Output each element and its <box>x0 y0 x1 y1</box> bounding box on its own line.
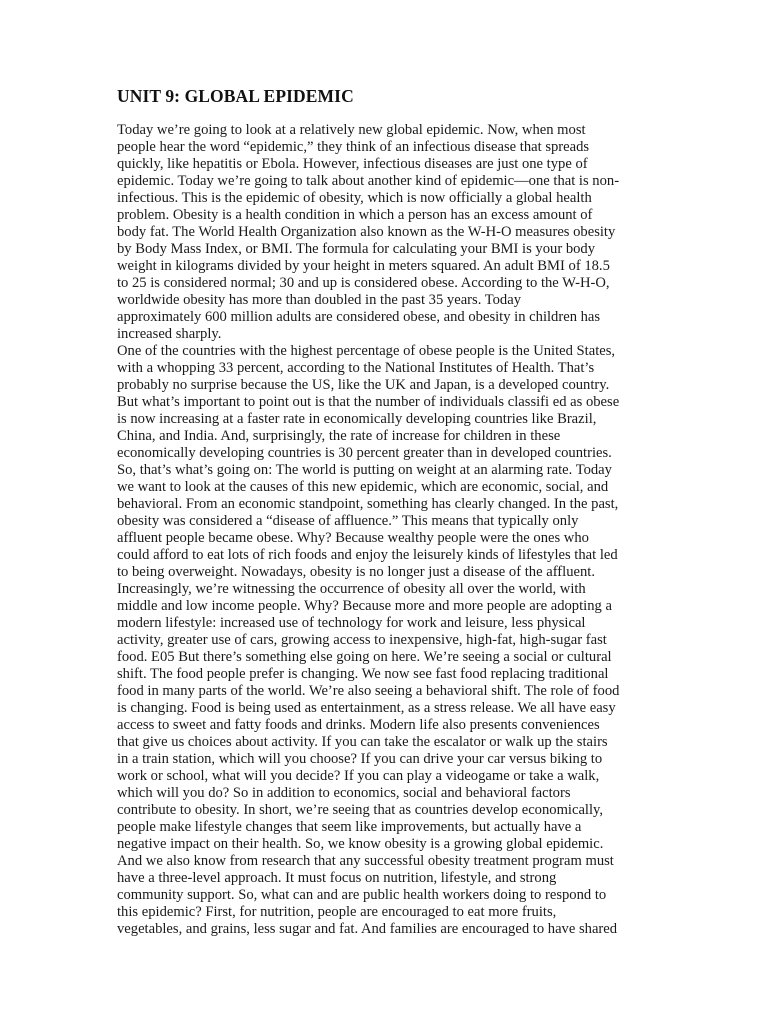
text-line: weight in kilograms divided by your height in meters squared. An adult BMI of 18.5 <box>117 258 610 274</box>
text-line: One of the countries with the highest percentage of obese people is the United States, <box>117 343 616 359</box>
text-line: affluent people became obese. Why? Because wealthy people were the ones who <box>117 530 589 546</box>
text-line: activity, greater use of cars, growing access to inexpensive, high-fat, high-sugar fast <box>117 632 607 648</box>
text-line: So, that’s what’s going on: The world is putting on weight at an alarming rate. Today <box>117 462 612 478</box>
text-line: And we also know from research that any successful obesity treatment program must <box>117 853 614 869</box>
text-line: probably no surprise because the US, like the UK and Japan, is a developed country. <box>117 377 610 393</box>
text-line: body fat. The World Health Organization also known as the W-H-O measures obesity <box>117 224 616 240</box>
text-line: we want to look at the causes of this new epidemic, which are economic, social, and <box>117 479 609 495</box>
text-line: vegetables, and grains, less sugar and fat. And families are encouraged to have shared <box>117 921 618 937</box>
text-line: But what’s important to point out is that the number of individuals classifi ed as obese <box>117 394 620 410</box>
text-line: people hear the word “epidemic,” they think of an infectious disease that spreads <box>117 139 590 155</box>
text-line: contribute to obesity. In short, we’re seeing that as countries develop economically, <box>117 802 604 818</box>
text-line: is changing. Food is being used as entertainment, as a stress release. We all have easy <box>117 700 616 716</box>
document-body <box>117 122 662 938</box>
text-line: food. E05 But there’s something else going on here. We’re seeing a social or cultural <box>117 649 612 665</box>
text-line: to being overweight. Nowadays, obesity is no longer just a disease of the affluent. <box>117 564 595 580</box>
text-line: with a whopping 33 percent, according to the National Institutes of Health. That’s <box>117 360 595 376</box>
text-line: increased sharply. <box>117 326 222 342</box>
text-line: quickly, like hepatitis or Ebola. However, infectious diseases are just one type of <box>117 156 588 172</box>
text-line: have a three-level approach. It must focus on nutrition, lifestyle, and strong <box>117 870 557 886</box>
text-line: modern lifestyle: increased use of technology for work and leisure, less physical <box>117 615 586 631</box>
text-line: people make lifestyle changes that seem like improvements, but actually have a <box>117 819 582 835</box>
text-line: to 25 is considered normal; 30 and up is considered obese. According to the W-H-O, <box>117 275 610 291</box>
text-line: by Body Mass Index, or BMI. The formula for calculating your BMI is your body <box>117 241 596 257</box>
text-line: could afford to eat lots of rich foods and enjoy the leisurely kinds of lifestyles that led <box>117 547 618 563</box>
text-line: epidemic. Today we’re going to talk about another kind of epidemic—one that is non- <box>117 173 620 189</box>
text-line: access to sweet and fatty foods and drinks. Modern life also presents conveniences <box>117 717 600 733</box>
text-line: infectious. This is the epidemic of obesity, which is now officially a global health <box>117 190 592 206</box>
text-line: which will you do? So in addition to economics, social and behavioral factors <box>117 785 571 801</box>
text-line: community support. So, what can and are public health workers doing to respond to <box>117 887 607 903</box>
text-line: is now increasing at a faster rate in economically developing countries like Brazil, <box>117 411 597 427</box>
text-line: behavioral. From an economic standpoint, something has clearly changed. In the past, <box>117 496 619 512</box>
text-line: work or school, what will you decide? If you can play a videogame or take a walk, <box>117 768 600 784</box>
text-line: food in many parts of the world. We’re also seeing a behavioral shift. The role of food <box>117 683 620 699</box>
text-line: this epidemic? First, for nutrition, people are encouraged to eat more fruits, <box>117 904 557 920</box>
text-line: Increasingly, we’re witnessing the occurrence of obesity all over the world, with <box>117 581 586 597</box>
text-line: approximately 600 million adults are considered obese, and obesity in children has <box>117 309 601 325</box>
text-line: negative impact on their health. So, we know obesity is a growing global epidemic. <box>117 836 604 852</box>
text-line: Today we’re going to look at a relatively new global epidemic. Now, when most <box>117 122 586 138</box>
text-line: in a train station, which will you choose? If you can drive your car versus biking to <box>117 751 603 767</box>
document-title: UNIT 9: GLOBAL EPIDEMIC <box>117 86 354 106</box>
text-line: economically developing countries is 30 percent greater than in developed countries. <box>117 445 612 461</box>
text-line: worldwide obesity has more than doubled in the past 35 years. Today <box>117 292 522 308</box>
text-line: shift. The food people prefer is changing. We now see fast food replacing traditional <box>117 666 609 682</box>
text-line: obesity was considered a “disease of affluence.” This means that typically only <box>117 513 579 529</box>
text-line: middle and low income people. Why? Because more and more people are adopting a <box>117 598 612 614</box>
text-line: problem. Obesity is a health condition in which a person has an excess amount of <box>117 207 593 223</box>
text-line: that give us choices about activity. If you can take the escalator or walk up the stairs <box>117 734 608 750</box>
text-line: China, and India. And, surprisingly, the rate of increase for children in these <box>117 428 561 444</box>
